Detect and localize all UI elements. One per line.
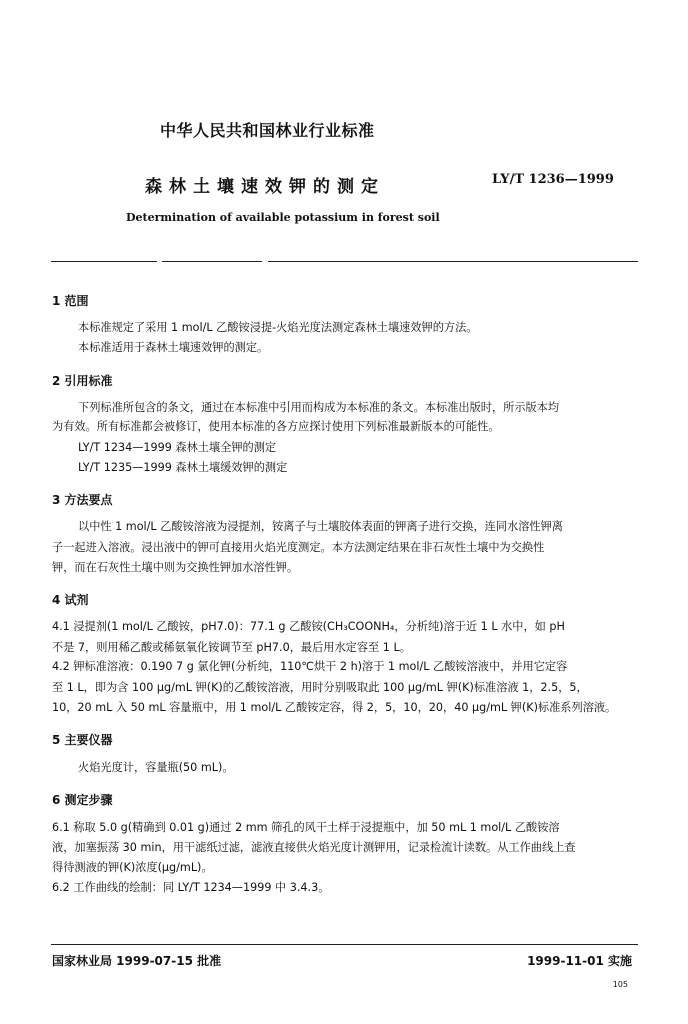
document-title: 森林土壤速效钾的测定 (145, 177, 385, 197)
section-6-line: 6.2 工作曲线的绘制：同 LY/T 1234—1999 中 3.4.3。 (52, 881, 330, 894)
section-3-heading: 3 方法要点 (52, 493, 113, 507)
section-6-line: 6.1 称取 5.0 g(精确到 0.01 g)通过 2 mm 筛孔的风干土样于浸提瓶中，加 50 mL 1 mol/L 乙酸铵溶 (52, 821, 560, 834)
section-6-line: 液，加塞振荡 30 min，用干滤纸过滤，滤液直接供火焰光度计测钾用，记录检流计读数。从工作曲线上查 (52, 841, 576, 854)
section-3-line: 子一起进入溶液。浸出液中的钾可直接用火焰光度测定。本方法测定结果在非石灰性土壤中为交换性 (52, 541, 545, 554)
section-4-line: 4.2 钾标准溶液：0.190 7 g 氯化钾(分析纯，110℃烘干 2 h)溶于 1 mol/L 乙酸铵溶液中，并用它定容 (52, 660, 568, 673)
footer-divider (51, 944, 638, 945)
section-1-line: 本标准规定了采用 1 mol/L 乙酸铵浸提-火焰光度法测定森林土壤速效钾的方法。 (78, 321, 478, 334)
section-6-heading: 6 测定步骤 (52, 793, 113, 807)
standard-org-heading: 中华人民共和国林业行业标准 (160, 121, 375, 140)
section-3-line: 钾，而在石灰性土壤中则为交换性钾加水溶性钾。 (52, 561, 299, 574)
page-number: 105 (612, 980, 628, 989)
section-6-line: 得待测液的钾(K)浓度(μg/mL)。 (52, 861, 213, 874)
section-2-line: 下列标准所包含的条文，通过在本标准中引用而构成为本标准的条文。本标准出版时，所示版本均 (78, 401, 560, 414)
section-4-line: 至 1 L，即为含 100 μg/mL 钾(K)的乙酸铵溶液，用时分别吸取此 100 μg/mL 钾(K)标准溶液 1，2.5，5， (52, 681, 588, 694)
effective-date-line: 1999-11-01 实施 (527, 954, 632, 968)
section-4-line: 4.1 浸提剂(1 mol/L 乙酸铵，pH7.0)：77.1 g 乙酸铵(CH₃COONH₄，分析纯)溶于近 1 L 水中，如 pH (52, 620, 565, 633)
section-2-heading: 2 引用标准 (52, 374, 113, 388)
section-1-heading: 1 范围 (52, 294, 89, 308)
section-4-line: 不是 7，则用稀乙酸或稀氨氧化铵调节至 pH7.0，最后用水定容至 1 L。 (52, 641, 411, 654)
divider-middle (162, 261, 262, 262)
section-5-line: 火焰光度计，容量瓶(50 mL)。 (78, 761, 234, 774)
section-4-line: 10，20 mL 入 50 mL 容量瓶中，用 1 mol/L 乙酸铵定容，得 2，5，10，20，40 μg/mL 钾(K)标准系列溶液。 (52, 701, 617, 714)
section-3-line: 以中性 1 mol/L 乙酸铵溶液为浸提剂，铵离子与土壤胶体表面的钾离子进行交换，连同水溶性钾离 (78, 520, 563, 533)
english-title: Determination of available potassium in forest soil (126, 211, 440, 224)
section-1-line: 本标准适用于森林土壤速效钾的测定。 (78, 341, 269, 354)
approval-line: 国家林业局 1999-07-15 批准 (52, 954, 222, 968)
referenced-standard: LY/T 1234—1999 森林土壤全钾的测定 (78, 441, 277, 454)
section-5-heading: 5 主要仪器 (52, 733, 113, 747)
referenced-standard: LY/T 1235—1999 森林土壤缓效钾的测定 (78, 461, 288, 474)
standard-number: LY/T 1236—1999 (492, 172, 614, 187)
divider-right (268, 261, 638, 262)
section-4-heading: 4 试剂 (52, 593, 89, 607)
section-2-line: 为有效。所有标准都会被修订，使用本标准的各方应探讨使用下列标准最新版本的可能性。 (52, 420, 500, 433)
divider-left (51, 261, 157, 262)
